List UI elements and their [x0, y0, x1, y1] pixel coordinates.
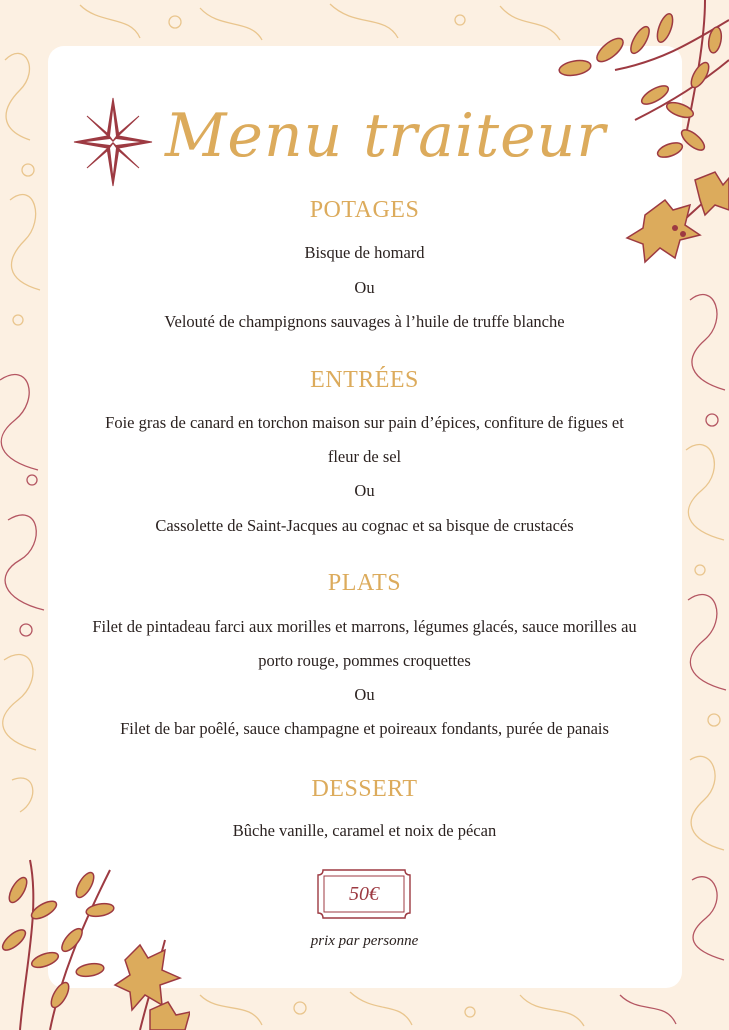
menu-line: Filet de pintadeau farci aux morilles et marrons, légumes glacés, sauce morilles au — [92, 617, 637, 636]
price-amount: 50€ — [349, 883, 379, 905]
menu-line: Bisque de homard — [304, 243, 425, 262]
menu-line: Foie gras de canard en torchon maison sur pain d’épices, confiture de figues et — [105, 413, 624, 432]
section-heading-entrees: ENTRÉES — [310, 367, 419, 393]
menu-line: fleur de sel — [327, 447, 402, 466]
menu-line: Bûche vanille, caramel et noix de pécan — [232, 821, 497, 840]
menu-line: Velouté de champignons sauvages à l’huile de truffe blanche — [164, 312, 565, 331]
menu-line: porto rouge, pommes croquettes — [258, 651, 471, 670]
menu-line: Filet de bar poêlé, sauce champagne et poireaux fondants, purée de panais — [120, 719, 609, 738]
menu-line-separator: Ou — [354, 278, 375, 297]
section-heading-plats: PLATS — [327, 570, 402, 596]
section-heading-dessert: DESSERT — [311, 776, 418, 802]
page-title: Menu traiteur — [165, 101, 606, 171]
menu-line: Cassolette de Saint-Jacques au cognac et sa bisque de crustacés — [155, 516, 574, 535]
menu-line-separator: Ou — [354, 481, 375, 500]
title-area — [0, 86, 729, 186]
section-heading-potages: POTAGES — [309, 197, 420, 223]
menu-line-separator: Ou — [354, 685, 375, 704]
price-note: prix par personne — [310, 933, 419, 949]
